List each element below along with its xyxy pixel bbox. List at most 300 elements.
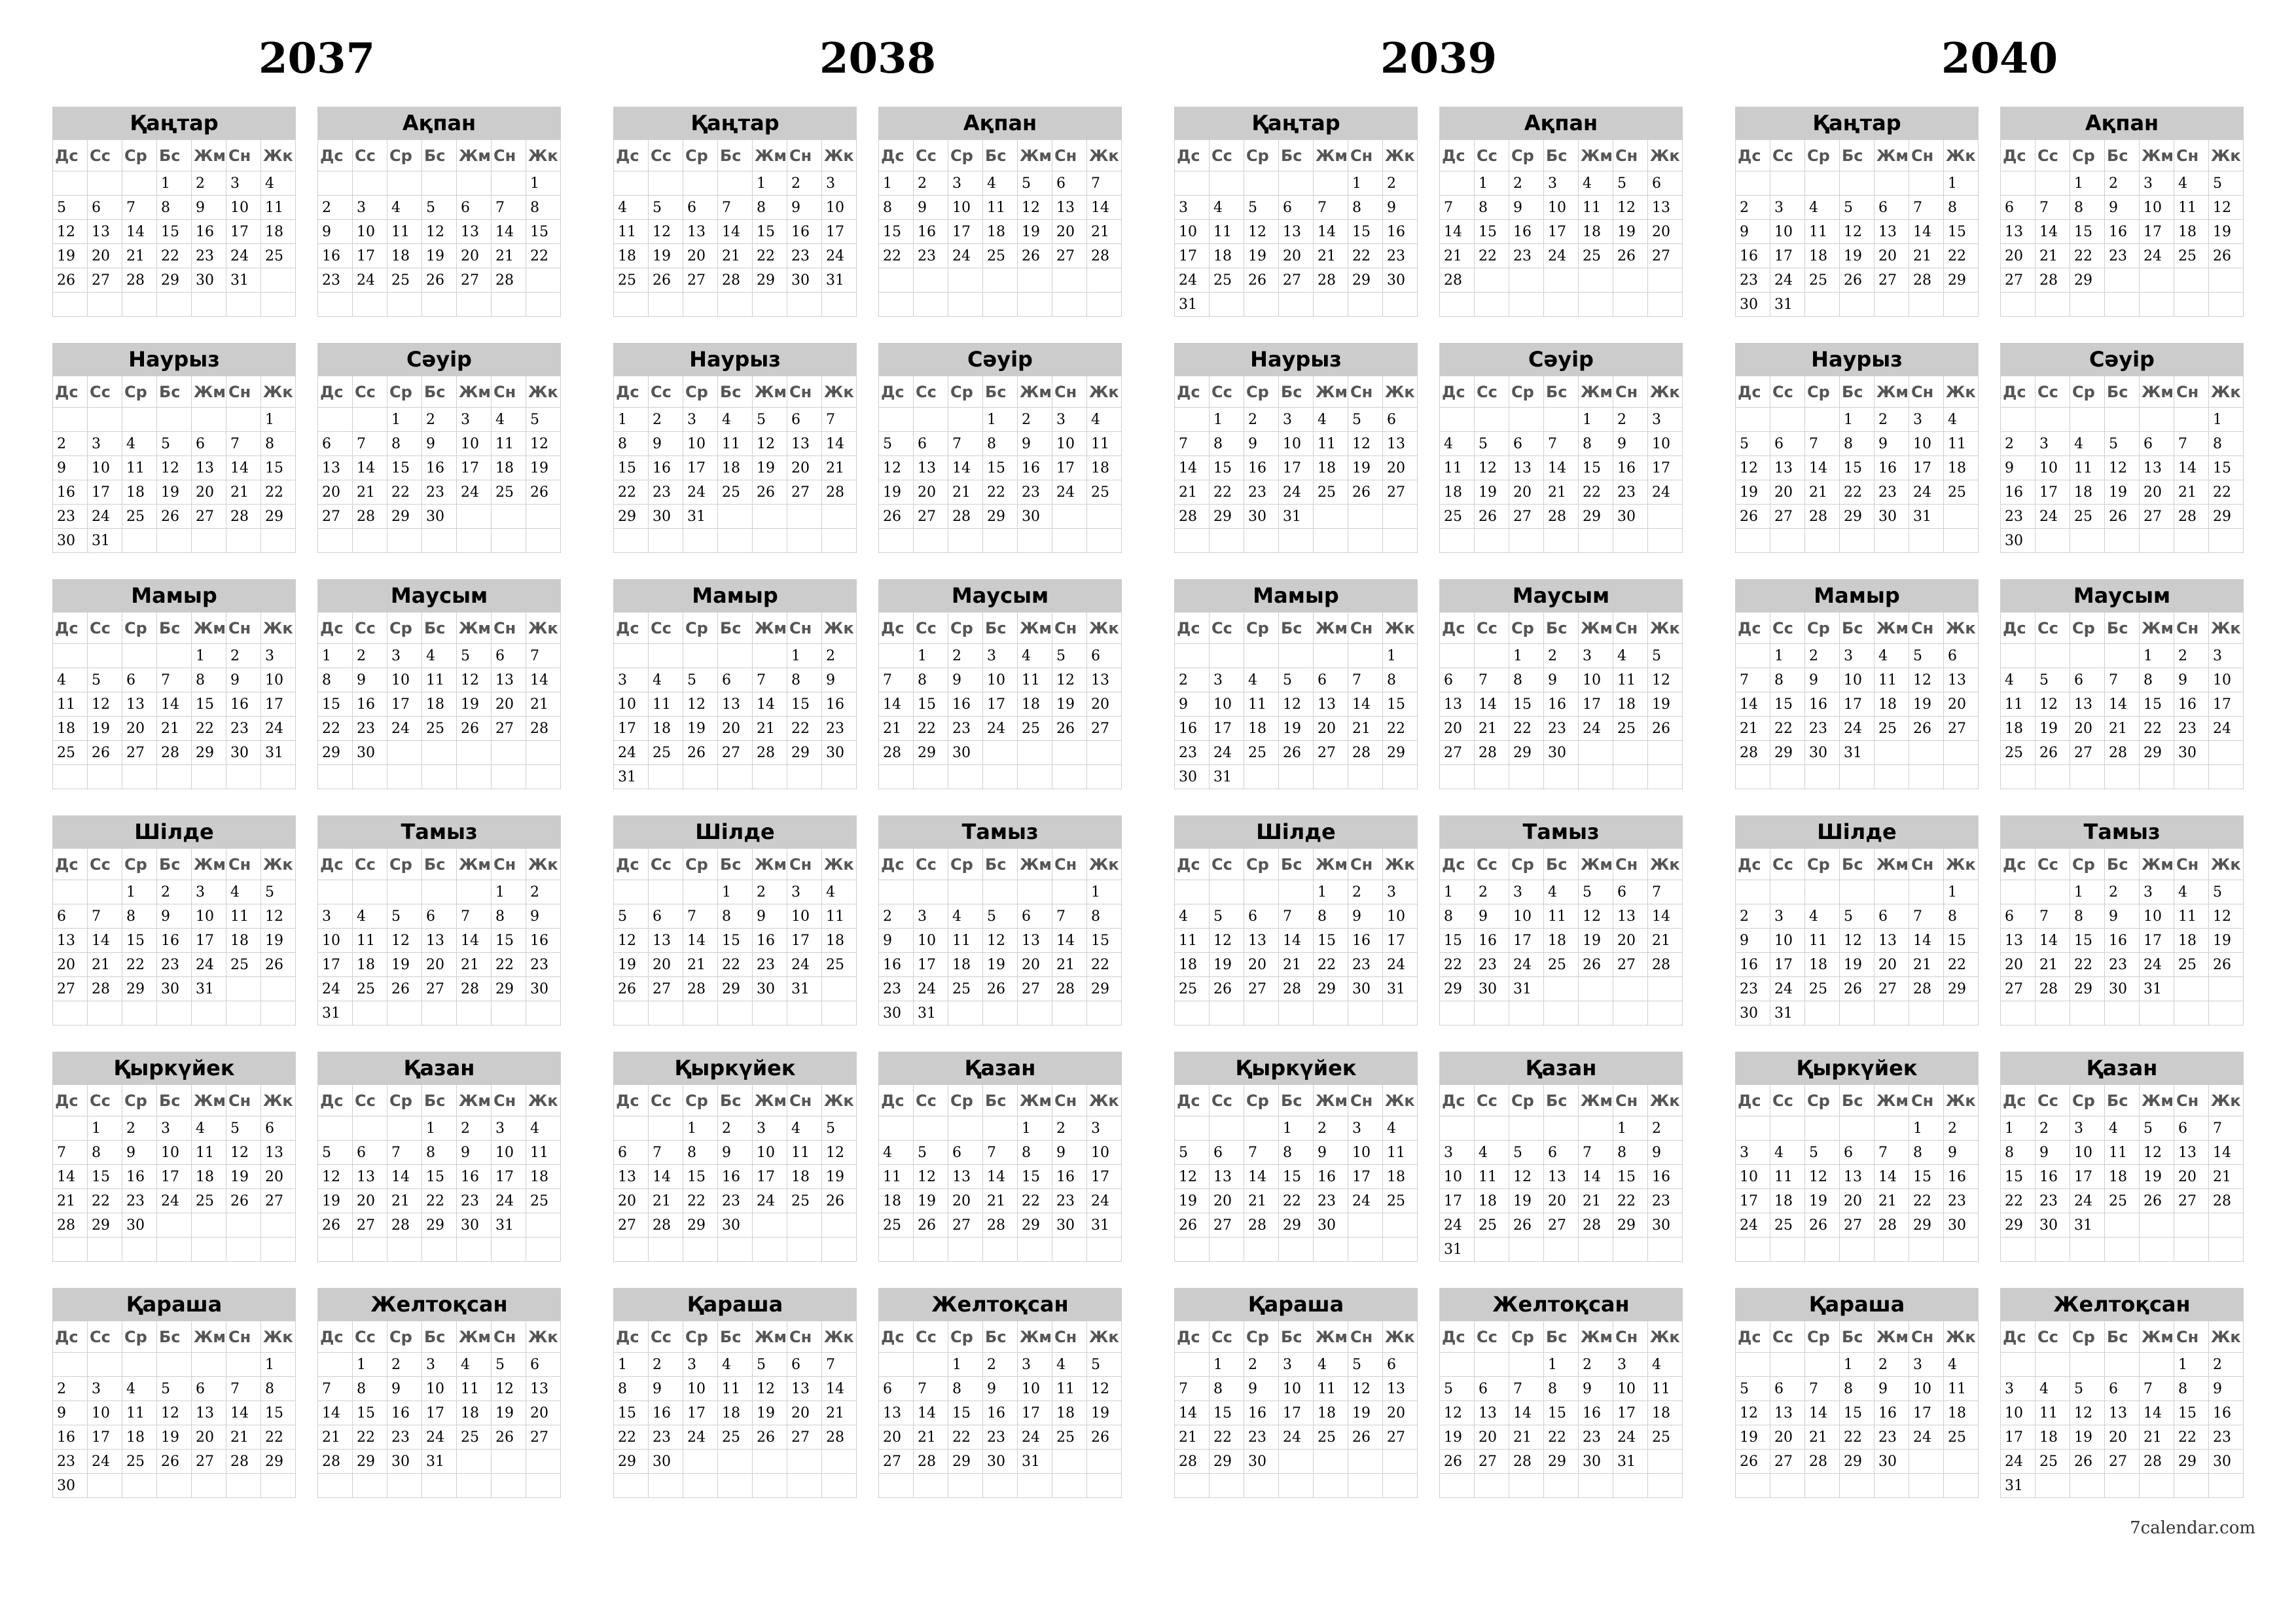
day-cell: 28 [1509, 1450, 1544, 1474]
day-cell: 25 [1648, 1425, 1683, 1450]
day-cell: 22 [88, 1189, 122, 1213]
day-cell: 19 [88, 717, 122, 741]
day-cell: 31 [614, 765, 649, 789]
empty-cell [914, 1474, 948, 1498]
empty-cell [122, 1474, 157, 1498]
weekday-header: Жк [2209, 1321, 2244, 1353]
empty-cell [1087, 1450, 1122, 1474]
day-cell: 7 [879, 668, 914, 692]
day-cell: 24 [822, 244, 857, 268]
empty-cell [1314, 529, 1348, 553]
empty-cell [2140, 765, 2174, 789]
weekday-header: Сс [1770, 1321, 1805, 1353]
day-cell: 7 [1909, 196, 1944, 220]
weekday-header: Жм [1579, 376, 1613, 408]
empty-cell [1475, 293, 1509, 317]
day-cell: 10 [1018, 1377, 1052, 1401]
day-cell: 11 [353, 929, 387, 953]
day-cell: 21 [914, 1425, 948, 1450]
weekday-header: Жм [753, 1321, 787, 1353]
day-cell: 4 [2070, 432, 2105, 456]
weekday-header: Жм [2140, 140, 2174, 171]
day-cell: 26 [914, 1213, 948, 1238]
empty-cell [1770, 1474, 1805, 1498]
day-cell: 2 [2174, 644, 2209, 668]
day-cell: 9 [649, 432, 683, 456]
day-cell: 22 [614, 480, 649, 505]
empty-cell [526, 1238, 561, 1262]
day-cell: 17 [914, 953, 948, 977]
empty-cell [457, 171, 492, 196]
weekday-header: Ср [1509, 1085, 1544, 1116]
empty-cell [1736, 880, 1770, 904]
day-cell: 21 [948, 480, 983, 505]
day-cell: 6 [2001, 904, 2036, 929]
day-cell: 21 [879, 717, 914, 741]
day-cell: 13 [122, 692, 157, 717]
day-cell: 10 [983, 668, 1018, 692]
day-cell: 20 [526, 1401, 561, 1425]
day-cell: 18 [1314, 1401, 1348, 1425]
weekday-header: Сс [649, 1085, 683, 1116]
day-cell: 2 [1348, 880, 1383, 904]
empty-cell [1579, 529, 1613, 553]
day-cell: 31 [422, 1450, 457, 1474]
empty-cell [1579, 1001, 1613, 1026]
weekday-header: Сн [492, 613, 526, 644]
day-cell: 26 [1736, 505, 1770, 529]
day-cell: 19 [1840, 244, 1874, 268]
day-cell: 9 [1544, 668, 1579, 692]
day-cell: 30 [1805, 741, 1840, 765]
day-cell: 16 [1944, 1165, 1979, 1189]
empty-cell [2140, 293, 2174, 317]
day-cell: 31 [1018, 1450, 1052, 1474]
month-name: Қазан [2000, 1052, 2244, 1084]
day-cell: 16 [1648, 1165, 1683, 1189]
day-cell: 9 [422, 432, 457, 456]
day-cell: 29 [122, 977, 157, 1001]
day-cell: 27 [1383, 480, 1418, 505]
day-cell: 14 [226, 1401, 261, 1425]
day-cell: 22 [353, 1425, 387, 1450]
empty-cell [1874, 880, 1909, 904]
day-cell: 28 [122, 268, 157, 293]
empty-cell [1509, 1474, 1544, 1498]
day-cell: 30 [226, 741, 261, 765]
weekday-header: Жк [1944, 1085, 1979, 1116]
weekday-header: Сс [914, 1321, 948, 1353]
day-cell: 4 [1613, 644, 1648, 668]
footer-credit: 7calendar.com [2130, 1518, 2255, 1538]
weekday-header: Сн [226, 849, 261, 880]
day-cell: 3 [787, 880, 822, 904]
day-cell: 11 [526, 1141, 561, 1165]
day-cell: 5 [2140, 1116, 2174, 1141]
day-cell: 23 [1018, 480, 1052, 505]
day-cell: 25 [1613, 717, 1648, 741]
day-cell: 8 [1613, 1141, 1648, 1165]
day-cell: 5 [1648, 644, 1683, 668]
empty-cell [2140, 1238, 2174, 1262]
empty-cell [983, 1116, 1018, 1141]
day-cell: 25 [1052, 1425, 1087, 1450]
empty-cell [983, 1238, 1018, 1262]
day-cell: 23 [122, 1189, 157, 1213]
empty-cell [422, 1238, 457, 1262]
empty-cell [1210, 880, 1244, 904]
month-name: Қазан [317, 1052, 561, 1084]
empty-cell [526, 268, 561, 293]
year-title: 2037 [258, 34, 376, 83]
weekday-header: Дс [53, 849, 88, 880]
day-cell: 19 [226, 1165, 261, 1189]
month-name: Ақпан [317, 107, 561, 139]
day-cell: 31 [1279, 505, 1314, 529]
day-cell: 19 [157, 480, 192, 505]
month-name: Маусым [2000, 579, 2244, 612]
empty-cell [1279, 1238, 1314, 1262]
empty-cell [1909, 1238, 1944, 1262]
weekday-header: Сс [1770, 849, 1805, 880]
day-cell: 1 [787, 644, 822, 668]
weekday-header: Жм [2140, 849, 2174, 880]
empty-cell [1475, 1001, 1509, 1026]
day-cell: 9 [1244, 432, 1279, 456]
day-cell: 5 [1475, 432, 1509, 456]
day-cell: 9 [787, 196, 822, 220]
empty-cell [1018, 1474, 1052, 1498]
day-cell: 20 [2001, 953, 2036, 977]
month-name: Мамыр [1174, 579, 1418, 612]
day-cell: 13 [649, 929, 683, 953]
empty-cell [53, 293, 88, 317]
weekday-header: Бс [983, 849, 1018, 880]
empty-cell [226, 1353, 261, 1377]
day-cell: 3 [683, 1353, 718, 1377]
weekday-header: Ср [1509, 1321, 1544, 1353]
weekday-header: Жк [1944, 849, 1979, 880]
day-cell: 11 [53, 692, 88, 717]
empty-cell [192, 293, 226, 317]
day-cell: 20 [1383, 456, 1418, 480]
day-cell: 12 [1805, 1165, 1840, 1189]
weekday-header: Дс [2001, 1321, 2036, 1353]
day-cell: 16 [1244, 1401, 1279, 1425]
weekday-header: Сн [1613, 1085, 1648, 1116]
day-cell: 4 [192, 1116, 226, 1141]
day-cell: 6 [353, 1141, 387, 1165]
day-cell: 30 [53, 1474, 88, 1498]
day-cell: 4 [1175, 904, 1210, 929]
day-cell: 14 [1440, 220, 1475, 244]
day-cell: 3 [1440, 1141, 1475, 1165]
day-cell: 6 [2174, 1116, 2209, 1141]
day-cell: 30 [422, 505, 457, 529]
day-cell: 17 [822, 220, 857, 244]
month-name: Қыркүйек [52, 1052, 296, 1084]
weekday-header: Сс [1210, 376, 1244, 408]
day-cell: 1 [1210, 408, 1244, 432]
weekday-header: Ср [2070, 140, 2105, 171]
day-cell: 11 [983, 196, 1018, 220]
day-cell: 5 [1087, 1353, 1122, 1377]
weekday-header: Сс [649, 849, 683, 880]
month-name: Тамыз [1439, 815, 1683, 848]
weekday-header: Жк [822, 1085, 857, 1116]
weekday-header: Ср [122, 1321, 157, 1353]
day-cell: 12 [318, 1165, 353, 1189]
day-cell: 15 [422, 1165, 457, 1189]
day-cell: 26 [1613, 244, 1648, 268]
empty-cell [2174, 1213, 2209, 1238]
weekday-header: Ср [1805, 140, 1840, 171]
day-cell: 13 [1613, 904, 1648, 929]
empty-cell [2140, 529, 2174, 553]
day-cell: 27 [1874, 977, 1909, 1001]
day-cell: 16 [1348, 929, 1383, 953]
day-cell: 30 [353, 741, 387, 765]
day-cell: 28 [88, 977, 122, 1001]
day-cell: 29 [1840, 505, 1874, 529]
empty-cell [1175, 171, 1210, 196]
day-cell: 22 [1087, 953, 1122, 977]
day-cell: 21 [1175, 480, 1210, 505]
day-cell: 14 [457, 929, 492, 953]
day-cell: 20 [492, 692, 526, 717]
day-cell: 18 [353, 953, 387, 977]
day-cell: 11 [492, 432, 526, 456]
weekday-header: Сн [1613, 376, 1648, 408]
weekday-header: Ср [2070, 849, 2105, 880]
day-cell: 31 [1840, 741, 1874, 765]
day-cell: 6 [261, 1116, 296, 1141]
empty-cell [1944, 1474, 1979, 1498]
empty-cell [1440, 171, 1475, 196]
empty-cell [1579, 293, 1613, 317]
day-cell: 5 [1018, 171, 1052, 196]
empty-cell [88, 408, 122, 432]
day-cell: 11 [879, 1165, 914, 1189]
day-cell: 13 [2140, 456, 2174, 480]
day-cell: 9 [1648, 1141, 1683, 1165]
day-cell: 25 [1544, 953, 1579, 977]
weekday-header: Жк [1944, 1321, 1979, 1353]
weekday-header: Сн [226, 1085, 261, 1116]
day-cell: 17 [1613, 1401, 1648, 1425]
weekday-header: Сс [1770, 613, 1805, 644]
day-cell: 20 [1440, 717, 1475, 741]
empty-cell [1279, 644, 1314, 668]
day-cell: 26 [614, 977, 649, 1001]
day-cell: 28 [948, 505, 983, 529]
day-cell: 2 [2105, 171, 2140, 196]
day-cell: 5 [422, 196, 457, 220]
empty-cell [1348, 1001, 1383, 1026]
empty-cell [1840, 1238, 1874, 1262]
empty-cell [387, 529, 422, 553]
day-cell: 27 [1613, 953, 1648, 977]
weekday-header: Жк [1383, 140, 1418, 171]
day-cell: 10 [1613, 1377, 1648, 1401]
weekday-header: Жк [1087, 376, 1122, 408]
day-cell: 9 [879, 929, 914, 953]
day-cell: 6 [457, 196, 492, 220]
empty-cell [2105, 1001, 2140, 1026]
day-cell: 28 [318, 1450, 353, 1474]
empty-cell [2036, 880, 2070, 904]
day-cell: 11 [1052, 1377, 1087, 1401]
weekday-header: Бс [1544, 376, 1579, 408]
day-cell: 6 [1648, 171, 1683, 196]
empty-cell [2036, 644, 2070, 668]
day-cell: 15 [492, 929, 526, 953]
day-cell: 2 [1314, 1116, 1348, 1141]
day-cell: 18 [1383, 1165, 1418, 1189]
day-cell: 10 [1736, 1165, 1770, 1189]
empty-cell [1909, 880, 1944, 904]
day-cell: 27 [2001, 268, 2036, 293]
day-cell: 16 [192, 220, 226, 244]
day-cell: 20 [1770, 1425, 1805, 1450]
day-cell: 3 [1840, 644, 1874, 668]
day-cell: 18 [1944, 1401, 1979, 1425]
day-cell: 27 [914, 505, 948, 529]
day-cell: 29 [1579, 505, 1613, 529]
empty-cell [492, 505, 526, 529]
month-block [1174, 815, 1418, 1026]
empty-cell [1210, 171, 1244, 196]
empty-cell [2001, 1238, 2036, 1262]
day-cell: 18 [2174, 220, 2209, 244]
empty-cell [1805, 1116, 1840, 1141]
day-cell: 2 [1579, 1353, 1613, 1377]
day-cell: 21 [157, 717, 192, 741]
day-cell: 3 [1909, 1353, 1944, 1377]
day-cell: 12 [157, 456, 192, 480]
day-cell: 17 [88, 1425, 122, 1450]
day-cell: 18 [1770, 1189, 1805, 1213]
month-block [878, 579, 1122, 789]
weekday-header: Жк [1383, 849, 1418, 880]
empty-cell [983, 880, 1018, 904]
day-cell: 29 [683, 1213, 718, 1238]
day-cell: 29 [983, 505, 1018, 529]
empty-cell [387, 1001, 422, 1026]
day-cell: 17 [2036, 480, 2070, 505]
day-cell: 5 [157, 1377, 192, 1401]
day-cell: 26 [1087, 1425, 1122, 1450]
day-cell: 3 [353, 196, 387, 220]
empty-cell [1475, 1353, 1509, 1377]
day-cell: 17 [1279, 456, 1314, 480]
day-cell: 28 [1805, 1450, 1840, 1474]
day-cell: 7 [2209, 1116, 2244, 1141]
day-cell: 14 [88, 929, 122, 953]
day-cell: 20 [1087, 692, 1122, 717]
day-cell: 7 [1544, 432, 1579, 456]
day-cell: 4 [1087, 408, 1122, 432]
day-cell: 12 [2140, 1141, 2174, 1165]
day-cell: 14 [822, 432, 857, 456]
day-cell: 26 [2036, 741, 2070, 765]
day-cell: 3 [88, 432, 122, 456]
empty-cell [318, 1238, 353, 1262]
day-cell: 10 [422, 1377, 457, 1401]
day-cell: 23 [787, 244, 822, 268]
day-cell: 24 [1509, 953, 1544, 977]
month-name: Шілде [52, 815, 296, 848]
day-cell: 26 [261, 953, 296, 977]
day-cell: 11 [2036, 1401, 2070, 1425]
empty-cell [1805, 1353, 1840, 1377]
day-cell: 14 [1648, 904, 1683, 929]
empty-cell [2001, 644, 2036, 668]
day-cell: 16 [157, 929, 192, 953]
empty-cell [649, 171, 683, 196]
weekday-header: Сс [353, 849, 387, 880]
empty-cell [387, 741, 422, 765]
empty-cell [822, 1238, 857, 1262]
month-block [1439, 107, 1683, 317]
day-cell: 23 [1944, 1189, 1979, 1213]
empty-cell [261, 1001, 296, 1026]
empty-cell [787, 1213, 822, 1238]
weekday-header: Дс [2001, 140, 2036, 171]
weekday-header: Жм [1018, 849, 1052, 880]
day-cell: 4 [1052, 1353, 1087, 1377]
empty-cell [1874, 741, 1909, 765]
day-cell: 16 [2105, 929, 2140, 953]
day-cell: 14 [1909, 220, 1944, 244]
empty-cell [1314, 171, 1348, 196]
empty-cell [226, 1238, 261, 1262]
empty-cell [2209, 741, 2244, 765]
day-cell: 14 [2209, 1141, 2244, 1165]
empty-cell [1736, 1474, 1770, 1498]
empty-cell [387, 880, 422, 904]
empty-cell [1944, 765, 1979, 789]
empty-cell [1052, 505, 1087, 529]
day-cell: 7 [1175, 432, 1210, 456]
empty-cell [88, 1353, 122, 1377]
day-cell: 20 [1018, 953, 1052, 977]
empty-cell [1383, 529, 1418, 553]
day-cell: 6 [2105, 1377, 2140, 1401]
weekday-header: Жм [457, 613, 492, 644]
day-cell: 26 [753, 480, 787, 505]
day-cell: 20 [88, 244, 122, 268]
day-cell: 1 [1579, 408, 1613, 432]
day-cell: 3 [2140, 171, 2174, 196]
day-cell: 30 [1736, 293, 1770, 317]
day-cell: 4 [1944, 1353, 1979, 1377]
day-cell: 25 [2174, 244, 2209, 268]
month-name: Маусым [1439, 579, 1683, 612]
day-cell: 4 [822, 880, 857, 904]
day-cell: 5 [526, 408, 561, 432]
month-block [1735, 107, 1979, 317]
empty-cell [683, 765, 718, 789]
day-cell: 18 [718, 456, 753, 480]
empty-cell [122, 408, 157, 432]
day-cell: 5 [1805, 1141, 1840, 1165]
weekday-header: Жм [192, 613, 226, 644]
day-cell: 12 [1736, 1401, 1770, 1425]
empty-cell [492, 1474, 526, 1498]
day-cell: 19 [1840, 953, 1874, 977]
weekday-header: Жк [822, 140, 857, 171]
